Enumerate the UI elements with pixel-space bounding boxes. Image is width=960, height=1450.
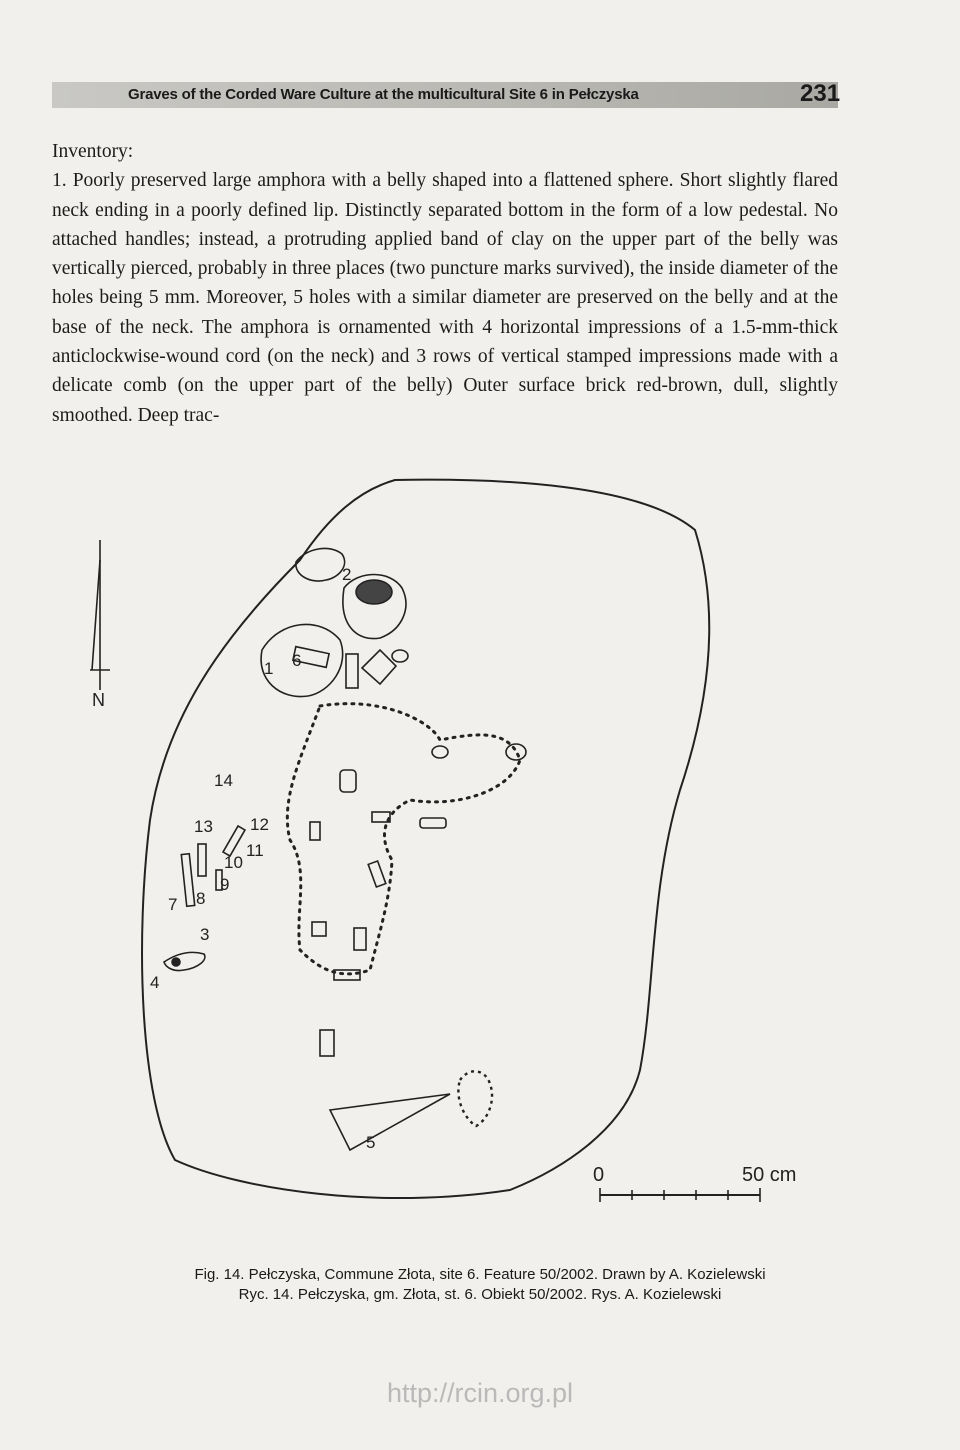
feature-plan-drawing	[80, 470, 840, 1230]
scale-start-label: 0	[593, 1164, 605, 1186]
scale-end-label: 50 cm	[742, 1164, 797, 1186]
north-label: N	[92, 690, 105, 710]
pebble	[392, 650, 408, 662]
item-label-12: 12	[250, 815, 269, 834]
item-label-7: 7	[168, 895, 178, 914]
hatched-cluster	[458, 1071, 492, 1126]
inventory-heading: Inventory:	[52, 141, 134, 162]
item-label-1: 1	[264, 659, 274, 678]
vessel-3-outline	[164, 952, 205, 970]
stone-small	[346, 654, 358, 688]
item-label-2: 2	[342, 565, 352, 584]
item-label-11: 11	[246, 841, 264, 860]
running-title: Graves of the Corded Ware Culture at the multicultural Site 6 in Pełczyska	[128, 86, 639, 103]
scale-bar	[593, 1164, 796, 1202]
inventory-item-1: 1. Poorly preserved large amphora with a belly shaped into a flattened sphere. Short slightly flared neck ending in a poorly defined lip. Distinctly separated bottom in the form of a low pedestal. No attached handles; instead, a protruding applied band of clay on the upper part of the belly was vertically pierced, probably in three places (two puncture marks survived), the inside diameter of the holes being 5 mm. Moreover, 5 holes with a similar diameter are preserved on the belly and at the base of the neck. The amphora is ornamented with 4 horizontal impressions of a 1.5-mm-thick anticlockwise-wound cord (on the neck) and 3 rows of vertical stamped impressions made with a delicate comb (on the upper part of the belly) Outer surface brick red-brown, dull, slightly smoothed. Deep trac-	[52, 170, 838, 426]
item-label-4: 4	[150, 973, 160, 992]
item-labels	[150, 565, 375, 1152]
sherds	[310, 744, 526, 1056]
feature-plan-figure	[80, 470, 840, 1230]
item-label-6: 6	[292, 651, 302, 670]
finds-cluster	[261, 548, 408, 696]
dotted-pit-boundary	[287, 704, 520, 974]
item-label-10: 10	[224, 853, 243, 872]
item-label-3: 3	[200, 925, 210, 944]
stone-outline	[296, 548, 345, 581]
page-number: 231	[800, 80, 841, 107]
footer-url[interactable]: http://rcin.org.pl	[386, 1378, 574, 1408]
item-label-9: 9	[220, 875, 230, 894]
figure-caption-polish: Ryc. 14. Pełczyska, gm. Złota, st. 6. Obiekt 50/2002. Rys. A. Kozielewski	[238, 1286, 722, 1303]
north-arrow	[90, 540, 110, 710]
body-text	[52, 137, 838, 430]
vessel-2-rim	[356, 580, 392, 604]
item-label-14: 14	[214, 771, 233, 790]
item-label-5: 5	[366, 1133, 376, 1152]
item-label-13: 13	[194, 817, 213, 836]
feature-outline	[142, 480, 709, 1198]
stone-5-outline	[330, 1094, 450, 1150]
item-label-8: 8	[196, 889, 206, 908]
stone-angular	[362, 650, 396, 684]
figure-caption-english: Fig. 14. Pełczyska, Commune Złota, site 6. Feature 50/2002. Drawn by A. Kozielewski	[194, 1266, 766, 1283]
